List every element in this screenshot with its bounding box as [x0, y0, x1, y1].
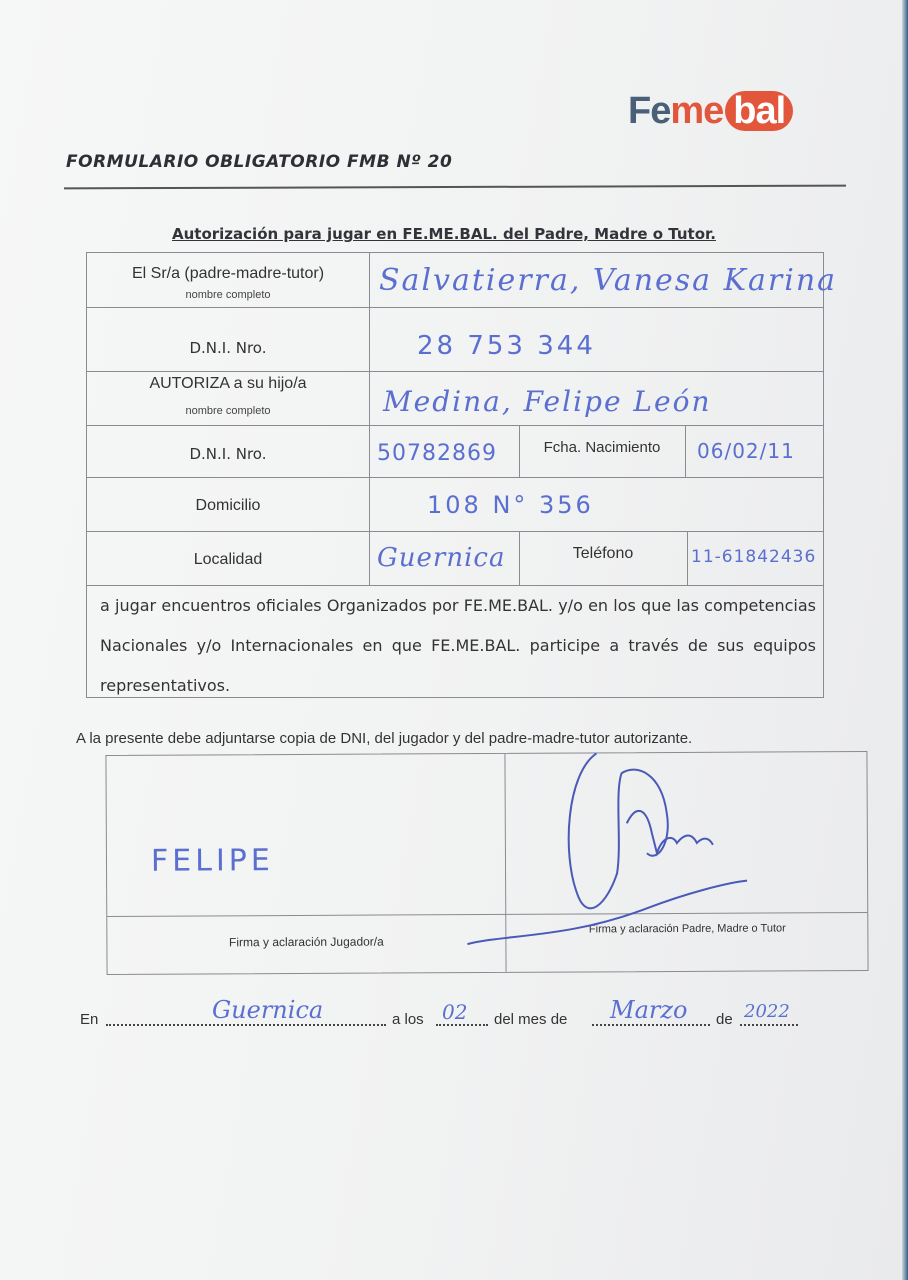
place-value: Guernica	[212, 996, 324, 1024]
child-name-sublabel: nombre completo	[185, 405, 271, 417]
column-divider	[685, 425, 686, 477]
guardian-dni-label: D.N.I. Nro.	[189, 339, 267, 357]
child-dni-value: 50782869	[377, 441, 497, 466]
birth-date-value: 06/02/11	[697, 439, 795, 463]
birth-date-label: Fcha. Nacimiento	[543, 439, 661, 456]
child-dni-label: D.N.I. Nro.	[189, 445, 267, 463]
year-value: 2022	[744, 1001, 790, 1022]
guardian-signature	[446, 732, 867, 964]
phone-value: 11-61842436	[691, 547, 817, 567]
femebal-logo	[628, 88, 793, 134]
row-divider	[87, 307, 823, 308]
place-date-line	[80, 994, 820, 1034]
row-divider	[87, 477, 823, 478]
form-title: FORMULARIO OBLIGATORIO FMB Nº 20	[66, 152, 453, 172]
row-divider	[87, 531, 823, 532]
month-dotted-line	[592, 1024, 710, 1026]
guardian-signature-label: Firma y aclaración Padre, Madre o Tutor	[588, 922, 786, 936]
logo-text-fe: Fe	[628, 90, 671, 132]
day-dotted-line	[436, 1024, 488, 1026]
child-name-label: AUTORIZA a su hijo/a	[149, 375, 307, 392]
place-dotted-line	[106, 1024, 386, 1026]
year-dotted-line	[740, 1024, 798, 1026]
guardian-name-label: El Sr/a (padre-madre-tutor)	[131, 265, 325, 282]
child-name-value: Medina, Felipe León	[383, 385, 712, 418]
day-value: 02	[442, 1000, 468, 1024]
phone-label: Teléfono	[572, 545, 634, 562]
guardian-name-sublabel: nombre completo	[185, 289, 271, 301]
authorization-paragraph: a jugar encuentros oficiales Organizados por FE.ME.BAL. y/o en los que las competencias Nacionales y/o Internacionales en que FE.ME.BAL. participe a través de sus equipos representativos.	[100, 596, 816, 695]
address-label: Domicilio	[195, 497, 261, 514]
attachment-note: A la presente debe adjuntarse copia de DNI, del jugador y del padre-madre-tutor autorizante.	[76, 730, 693, 747]
address-value: 108 N° 356	[427, 491, 594, 519]
column-divider	[687, 531, 688, 585]
guardian-dni-value: 28 753 344	[417, 331, 596, 361]
player-signature-label: Firma y aclaración Jugador/a	[229, 934, 384, 950]
row-divider	[87, 425, 823, 426]
row-divider	[87, 371, 823, 372]
player-signature: FELIPE	[150, 843, 274, 879]
form-subtitle: Autorización para jugar en FE.ME.BAL. del Padre, Madre o Tutor.	[172, 225, 716, 243]
signature-table	[105, 751, 868, 975]
column-divider	[369, 253, 370, 585]
en-label: En	[80, 1011, 99, 1028]
logo-text-bal: bal	[725, 91, 793, 131]
mes-label: del mes de	[494, 1011, 568, 1028]
de-label: de	[716, 1011, 733, 1028]
city-value: Guernica	[377, 543, 506, 573]
page-edge	[902, 0, 908, 1280]
guardian-name-value: Salvatierra, Vanesa Karina	[379, 263, 838, 298]
city-label: Localidad	[193, 551, 263, 568]
a-los-label: a los	[392, 1011, 424, 1028]
logo-text-me: me	[670, 90, 724, 132]
month-value: Marzo	[610, 996, 688, 1024]
